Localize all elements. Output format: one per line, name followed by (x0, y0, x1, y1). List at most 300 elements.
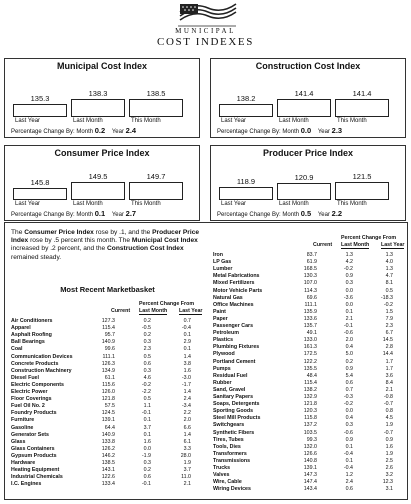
last-month-change: -0.2 (141, 381, 151, 388)
item-name: Communication Devices (11, 353, 73, 360)
current-value: 140.9 (101, 339, 115, 346)
item-name: Electric Components (11, 381, 64, 388)
current-value: 48.4 (306, 372, 317, 379)
table-row (213, 401, 405, 408)
last-month-change: 0.5 (143, 353, 151, 360)
item-name: Synthetic Fibers (213, 429, 255, 436)
last-year-change: 8.1 (385, 280, 393, 287)
month-change-value: 0.5 (300, 209, 312, 218)
last-year-change: 3.8 (183, 360, 191, 367)
table-row (213, 380, 405, 387)
percentage-change: Percentage Change By: Month 0.5 Year 2.2 (217, 209, 343, 218)
last-year-change: 0.1 (183, 346, 191, 353)
table-row (213, 366, 405, 373)
current-value: 135.7 (303, 323, 317, 329)
table-header: Last Month (341, 242, 370, 248)
panel-title: Construction Cost Index (255, 61, 361, 71)
index-value: 149.7 (146, 172, 166, 181)
current-value: 134.9 (101, 367, 115, 374)
item-name: Petroleum (213, 330, 239, 337)
last-year-change: 2.5 (385, 457, 393, 464)
last-year-change: 0.1 (183, 332, 191, 339)
last-year-change: 1.4 (183, 353, 191, 360)
table-row (213, 337, 405, 344)
table-header: Percent Change From (341, 235, 397, 241)
item-name: Rubber (213, 379, 232, 386)
last-year-change: 1.4 (183, 431, 191, 438)
last-month-change: 0.6 (143, 360, 151, 367)
current-value: 126.3 (101, 360, 115, 367)
percentage-change: Percentage Change By: Month 0.0 Year 2.3 (217, 126, 343, 135)
last-year-change: 1.9 (385, 422, 393, 429)
table-row (11, 417, 203, 424)
summary-paragraph: The Consumer Price Index rose by .1, and the Producer Price Index rose by .5 percent this month. The Municipal Cost Index increased by .2 percent, and the Construction Cost Index remained steady. (11, 229, 200, 261)
index-period-label: Last Month (279, 118, 309, 124)
percentage-change: Percentage Change By: Month 0.1 Year 2.7 (11, 209, 137, 218)
last-month-change: 0.2 (143, 318, 151, 324)
last-month-change: -0.1 (343, 323, 353, 329)
index-panel-municipal (4, 58, 200, 138)
index-panel-construction (210, 58, 406, 138)
current-value: 140.8 (303, 457, 317, 464)
index-period-label: Last Month (73, 118, 103, 124)
current-value: 147.3 (303, 472, 317, 479)
last-month-change: 0.6 (345, 486, 353, 493)
last-year-change: 2.0 (183, 417, 191, 424)
table-row (213, 323, 405, 330)
last-month-change: 2.3 (143, 346, 151, 353)
brand-line-2: COST INDEXES (157, 36, 254, 48)
index-value: 135.3 (30, 94, 50, 104)
table-row (213, 451, 405, 458)
last-year-change: -0.4 (181, 325, 191, 332)
current-value: 139.1 (303, 465, 317, 471)
item-name: Sand, Gravel (213, 386, 246, 393)
index-bar (219, 187, 273, 200)
current-value: 133.0 (303, 337, 317, 344)
item-name: Paper (213, 315, 228, 322)
index-panel-producer (210, 145, 406, 221)
last-month-change: -1.9 (141, 452, 151, 459)
current-value: 133.8 (101, 438, 115, 445)
current-value: 126.2 (101, 445, 115, 452)
last-month-change: 2.0 (345, 337, 353, 344)
item-name: I.C. Engines (11, 481, 42, 488)
table-row (11, 474, 203, 481)
last-month-change: 4.2 (345, 259, 353, 266)
last-year-change: 0.7 (183, 318, 191, 324)
index-period-label: Last Year (221, 201, 247, 207)
flag-logo-icon (174, 2, 240, 28)
last-month-change: 1.1 (143, 403, 151, 410)
last-year-change: 1.5 (385, 308, 393, 315)
table-row (11, 481, 203, 488)
item-name: Pumps (213, 365, 231, 372)
last-month-change: -0.4 (343, 465, 353, 471)
table-row (11, 332, 203, 339)
current-value: 161.3 (303, 344, 317, 351)
last-year-change: 2.4 (183, 396, 191, 403)
table-row (11, 453, 203, 460)
last-year-change: 11.0 (181, 474, 191, 481)
current-value: 115.8 (304, 415, 317, 422)
current-value: 99.3 (306, 436, 317, 443)
lower-section (4, 222, 408, 500)
last-month-change: -0.4 (343, 450, 353, 457)
item-name: Furniture (11, 417, 35, 424)
last-month-change: 0.4 (345, 415, 353, 422)
last-month-change: -0.3 (343, 394, 353, 400)
index-bar (129, 99, 183, 117)
last-year-change: 4.5 (385, 415, 393, 422)
table-header: Last Year (381, 242, 405, 248)
current-value: 99.6 (104, 346, 115, 353)
item-name: Passenger Cars (213, 323, 254, 329)
table-row (11, 368, 203, 375)
month-change-value: 0.0 (300, 126, 312, 135)
current-value: 126.6 (303, 450, 317, 457)
item-name: Mixed Fertilizers (213, 280, 255, 287)
table-row (11, 439, 203, 446)
last-year-change: 2.1 (385, 386, 393, 393)
last-year-change: 4.7 (385, 273, 393, 280)
current-value: 83.7 (306, 252, 317, 258)
item-name: Paint (213, 308, 226, 315)
current-value: 115.4 (304, 379, 317, 386)
table-row (213, 252, 405, 259)
last-month-change: 0.6 (143, 474, 151, 481)
table-row (11, 375, 203, 382)
item-name: Trucks (213, 465, 231, 471)
current-value: 111.1 (304, 301, 317, 308)
last-month-change: 0.0 (345, 287, 353, 294)
table-row (213, 394, 405, 401)
item-name: Natural Gas (213, 294, 243, 301)
last-year-change: 14.5 (382, 337, 393, 344)
current-value: 143.1 (101, 467, 115, 474)
current-value: 138.5 (101, 460, 115, 466)
index-bar (13, 104, 67, 117)
index-bar (71, 182, 125, 200)
last-year-change: 1.6 (385, 443, 393, 450)
item-name: Floor Coverings (11, 396, 52, 403)
last-month-change: 0.4 (345, 344, 353, 351)
last-year-change: -0.8 (383, 394, 393, 400)
table-header: Last Month (139, 308, 168, 314)
last-month-change: 0.1 (143, 417, 151, 424)
item-name: Portland Cement (213, 358, 256, 365)
index-bar (277, 99, 331, 117)
last-year-change: -3.4 (181, 403, 191, 410)
table-row (213, 295, 405, 302)
current-value: 124.5 (101, 410, 115, 417)
last-year-change: 2.2 (183, 410, 191, 417)
last-year-change: 7.9 (385, 315, 393, 322)
current-value: 133.6 (303, 315, 317, 322)
index-value: 141.4 (294, 89, 314, 98)
current-value: 132.0 (303, 443, 317, 450)
month-change-value: 0.2 (94, 126, 106, 135)
last-year-change: 4.0 (385, 259, 393, 266)
last-year-change: -3.0 (181, 374, 191, 381)
current-value: 61.9 (306, 259, 317, 266)
current-value: 111.1 (102, 353, 115, 360)
current-value: 115.6 (102, 381, 115, 388)
last-month-change: 0.1 (143, 431, 151, 438)
index-period-label: This Month (337, 118, 367, 124)
current-value: 49.1 (306, 330, 317, 337)
table-row (11, 467, 203, 474)
table-row (213, 280, 405, 287)
table-row (213, 422, 405, 429)
last-month-change: 3.7 (143, 424, 151, 431)
last-year-change: 0.5 (385, 287, 393, 294)
marketbasket-title: Most Recent Marketbasket (60, 285, 155, 294)
index-bar (129, 182, 183, 200)
item-name: Air Conditioners (11, 318, 53, 324)
last-year-change: 6.1 (183, 438, 191, 445)
last-year-change: 1.9 (385, 450, 393, 457)
index-period-label: This Month (131, 201, 161, 207)
table-row (213, 259, 405, 266)
last-year-change: 2.9 (183, 339, 191, 346)
item-name: Fuel Oil No. 2 (11, 403, 45, 410)
current-value: 95.7 (104, 332, 115, 339)
table-row (213, 302, 405, 309)
index-period-label: Last Month (73, 201, 103, 207)
current-value: 130.3 (303, 273, 317, 280)
last-year-change: 3.7 (183, 467, 191, 474)
last-year-change: 1.9 (183, 460, 191, 466)
current-value: 64.4 (104, 424, 115, 431)
current-value: 122.6 (101, 474, 115, 481)
item-name: Heating Equipment (11, 467, 60, 474)
table-row (213, 444, 405, 451)
last-year-change: 3.6 (385, 372, 393, 379)
last-month-change: 5.0 (345, 351, 353, 358)
current-value: 115.4 (102, 325, 115, 332)
current-value: 121.8 (303, 401, 317, 408)
last-month-change: 0.2 (345, 358, 353, 365)
last-year-change: -1.7 (181, 381, 191, 388)
table-row (213, 359, 405, 366)
item-name: LP Gas (213, 259, 232, 266)
current-value: 122.2 (303, 358, 317, 365)
last-year-change: 28.0 (180, 452, 191, 459)
year-change-value: 2.2 (331, 209, 343, 218)
last-year-change: 1.7 (385, 365, 393, 372)
current-value: 114.3 (304, 287, 317, 294)
table-row (213, 430, 405, 437)
current-value: 121.8 (101, 396, 115, 403)
last-month-change: -0.2 (343, 401, 353, 408)
last-year-change: 2.1 (183, 481, 191, 488)
table-row (213, 408, 405, 415)
last-month-change: 1.6 (143, 438, 151, 445)
table-row (213, 479, 405, 486)
last-year-change: 0.9 (385, 436, 393, 443)
item-name: Apparel (11, 325, 31, 332)
last-month-change: 0.1 (345, 443, 353, 450)
item-name: Transformers (213, 450, 247, 457)
item-name: Sanitary Papers (213, 394, 254, 400)
index-bar (13, 188, 67, 200)
last-year-change: -0.2 (383, 301, 393, 308)
last-year-change: 2.6 (385, 465, 393, 471)
last-year-change: 3.3 (183, 445, 191, 452)
index-period-label: This Month (337, 201, 367, 207)
table-row (213, 344, 405, 351)
table-row (11, 346, 203, 353)
index-bar (277, 183, 331, 200)
last-year-change: 0.8 (385, 408, 393, 415)
index-period-label: Last Year (15, 201, 41, 207)
current-value: 132.9 (303, 394, 317, 400)
last-month-change: 1.3 (345, 252, 353, 258)
brand-line-1: MUNICIPAL (175, 27, 236, 35)
last-year-change: 1.3 (385, 252, 393, 258)
current-value: 107.0 (303, 280, 317, 287)
year-change-value: 2.7 (125, 209, 137, 218)
index-period-label: This Month (131, 118, 161, 124)
index-value: 120.9 (294, 173, 314, 183)
item-name: Tires, Tubes (213, 436, 244, 443)
item-name: Steel Mill Products (213, 415, 261, 422)
panel-title: Municipal Cost Index (56, 61, 147, 71)
item-name: Lumber (213, 266, 233, 273)
item-name: Ball Bearings (11, 339, 45, 346)
last-month-change: 0.9 (345, 365, 353, 372)
item-name: Industrial Chemicals (11, 474, 63, 481)
table-row (213, 351, 405, 358)
table-row (11, 339, 203, 346)
table-row (213, 472, 405, 479)
current-value: 147.4 (303, 479, 317, 486)
table-row (213, 309, 405, 316)
current-value: 126.0 (101, 389, 115, 395)
item-name: Sporting Goods (213, 408, 254, 415)
table-row (213, 437, 405, 444)
table-row (213, 373, 405, 380)
item-name: Transmissions (213, 457, 251, 464)
last-year-change: 3.1 (385, 486, 393, 493)
last-year-change: 2.3 (385, 323, 393, 329)
item-name: Glass (11, 438, 26, 445)
month-change-value: 0.1 (94, 209, 106, 218)
item-name: Asphalt Roofing (11, 332, 52, 339)
current-value: 127.3 (101, 318, 115, 324)
table-row (11, 325, 203, 332)
current-value: 138.2 (303, 386, 317, 393)
last-month-change: 0.9 (345, 436, 353, 443)
current-value: 69.6 (306, 294, 317, 301)
current-value: 139.1 (101, 417, 115, 424)
last-month-change: 0.3 (345, 280, 353, 287)
last-month-change: -0.1 (141, 481, 151, 488)
table-row (213, 288, 405, 295)
current-value: 168.5 (303, 266, 317, 273)
last-year-change: -0.7 (383, 429, 393, 436)
item-name: Plumbing Fixtures (213, 344, 260, 351)
item-name: Hardware (11, 460, 36, 466)
current-value: 135.5 (303, 365, 317, 372)
table-row (213, 387, 405, 394)
index-period-label: Last Year (221, 118, 247, 124)
table-row (11, 425, 203, 432)
table-row (213, 486, 405, 493)
current-value: 140.9 (101, 431, 115, 438)
table-row (11, 361, 203, 368)
table-row (11, 354, 203, 361)
last-year-change: 14.4 (382, 351, 393, 358)
current-value: 57.5 (104, 403, 115, 410)
item-name: Foundry Products (11, 410, 57, 417)
item-name: Iron (213, 252, 224, 258)
table-row (11, 318, 203, 325)
table-row (11, 410, 203, 417)
table-header: Percent Change From (139, 301, 195, 307)
item-name: Office Machines (213, 301, 254, 308)
last-month-change: 0.7 (345, 386, 353, 393)
last-month-change: 0.3 (143, 460, 151, 466)
index-value: 121.5 (352, 172, 372, 181)
table-row (11, 446, 203, 453)
last-month-change: -0.6 (343, 330, 353, 337)
table-row (213, 266, 405, 273)
item-name: Diesel Fuel (11, 374, 39, 381)
index-value: 138.2 (236, 94, 256, 104)
panel-title: Consumer Price Index (54, 148, 150, 158)
item-name: Coal (11, 346, 23, 353)
last-year-change: -18.3 (380, 294, 393, 301)
last-year-change: 2.8 (385, 344, 393, 351)
item-name: Soaps, Detergents (213, 401, 260, 408)
index-value: 141.4 (352, 89, 372, 98)
last-month-change: 0.5 (143, 396, 151, 403)
table-row (11, 403, 203, 410)
item-name: Construction Machinery (11, 367, 72, 374)
current-value: 120.3 (303, 408, 317, 415)
table-header: Current (111, 308, 131, 314)
current-value: 103.5 (303, 429, 317, 436)
last-year-change: 6.6 (183, 424, 191, 431)
item-name: Tools, Dies (213, 443, 241, 450)
index-value: 149.5 (88, 172, 108, 182)
current-value: 133.4 (101, 481, 115, 488)
last-year-change: 8.4 (385, 379, 393, 386)
table-header: Last Year (179, 308, 203, 314)
last-month-change: 2.1 (345, 315, 353, 322)
last-month-change: -0.6 (343, 429, 353, 436)
item-name: Metal Fabrications (213, 273, 260, 280)
last-year-change: 3.2 (385, 472, 393, 479)
last-month-change: 4.6 (143, 374, 151, 381)
item-name: Valves (213, 472, 230, 479)
last-month-change: 0.2 (143, 467, 151, 474)
item-name: Gasoline (11, 424, 34, 431)
last-month-change: -0.1 (141, 410, 151, 417)
last-year-change: 6.7 (385, 330, 393, 337)
item-name: Residual Fuel (213, 372, 248, 379)
last-month-change: 2.4 (345, 479, 353, 486)
percentage-change: Percentage Change By: Month 0.2 Year 2.4 (11, 126, 137, 135)
current-value: 61.1 (104, 374, 115, 381)
last-month-change: -0.5 (141, 325, 151, 332)
last-month-change: 0.3 (345, 422, 353, 429)
last-month-change: -2.2 (141, 389, 151, 395)
index-value: 138.3 (88, 89, 108, 99)
item-name: Electric Power (11, 389, 48, 395)
